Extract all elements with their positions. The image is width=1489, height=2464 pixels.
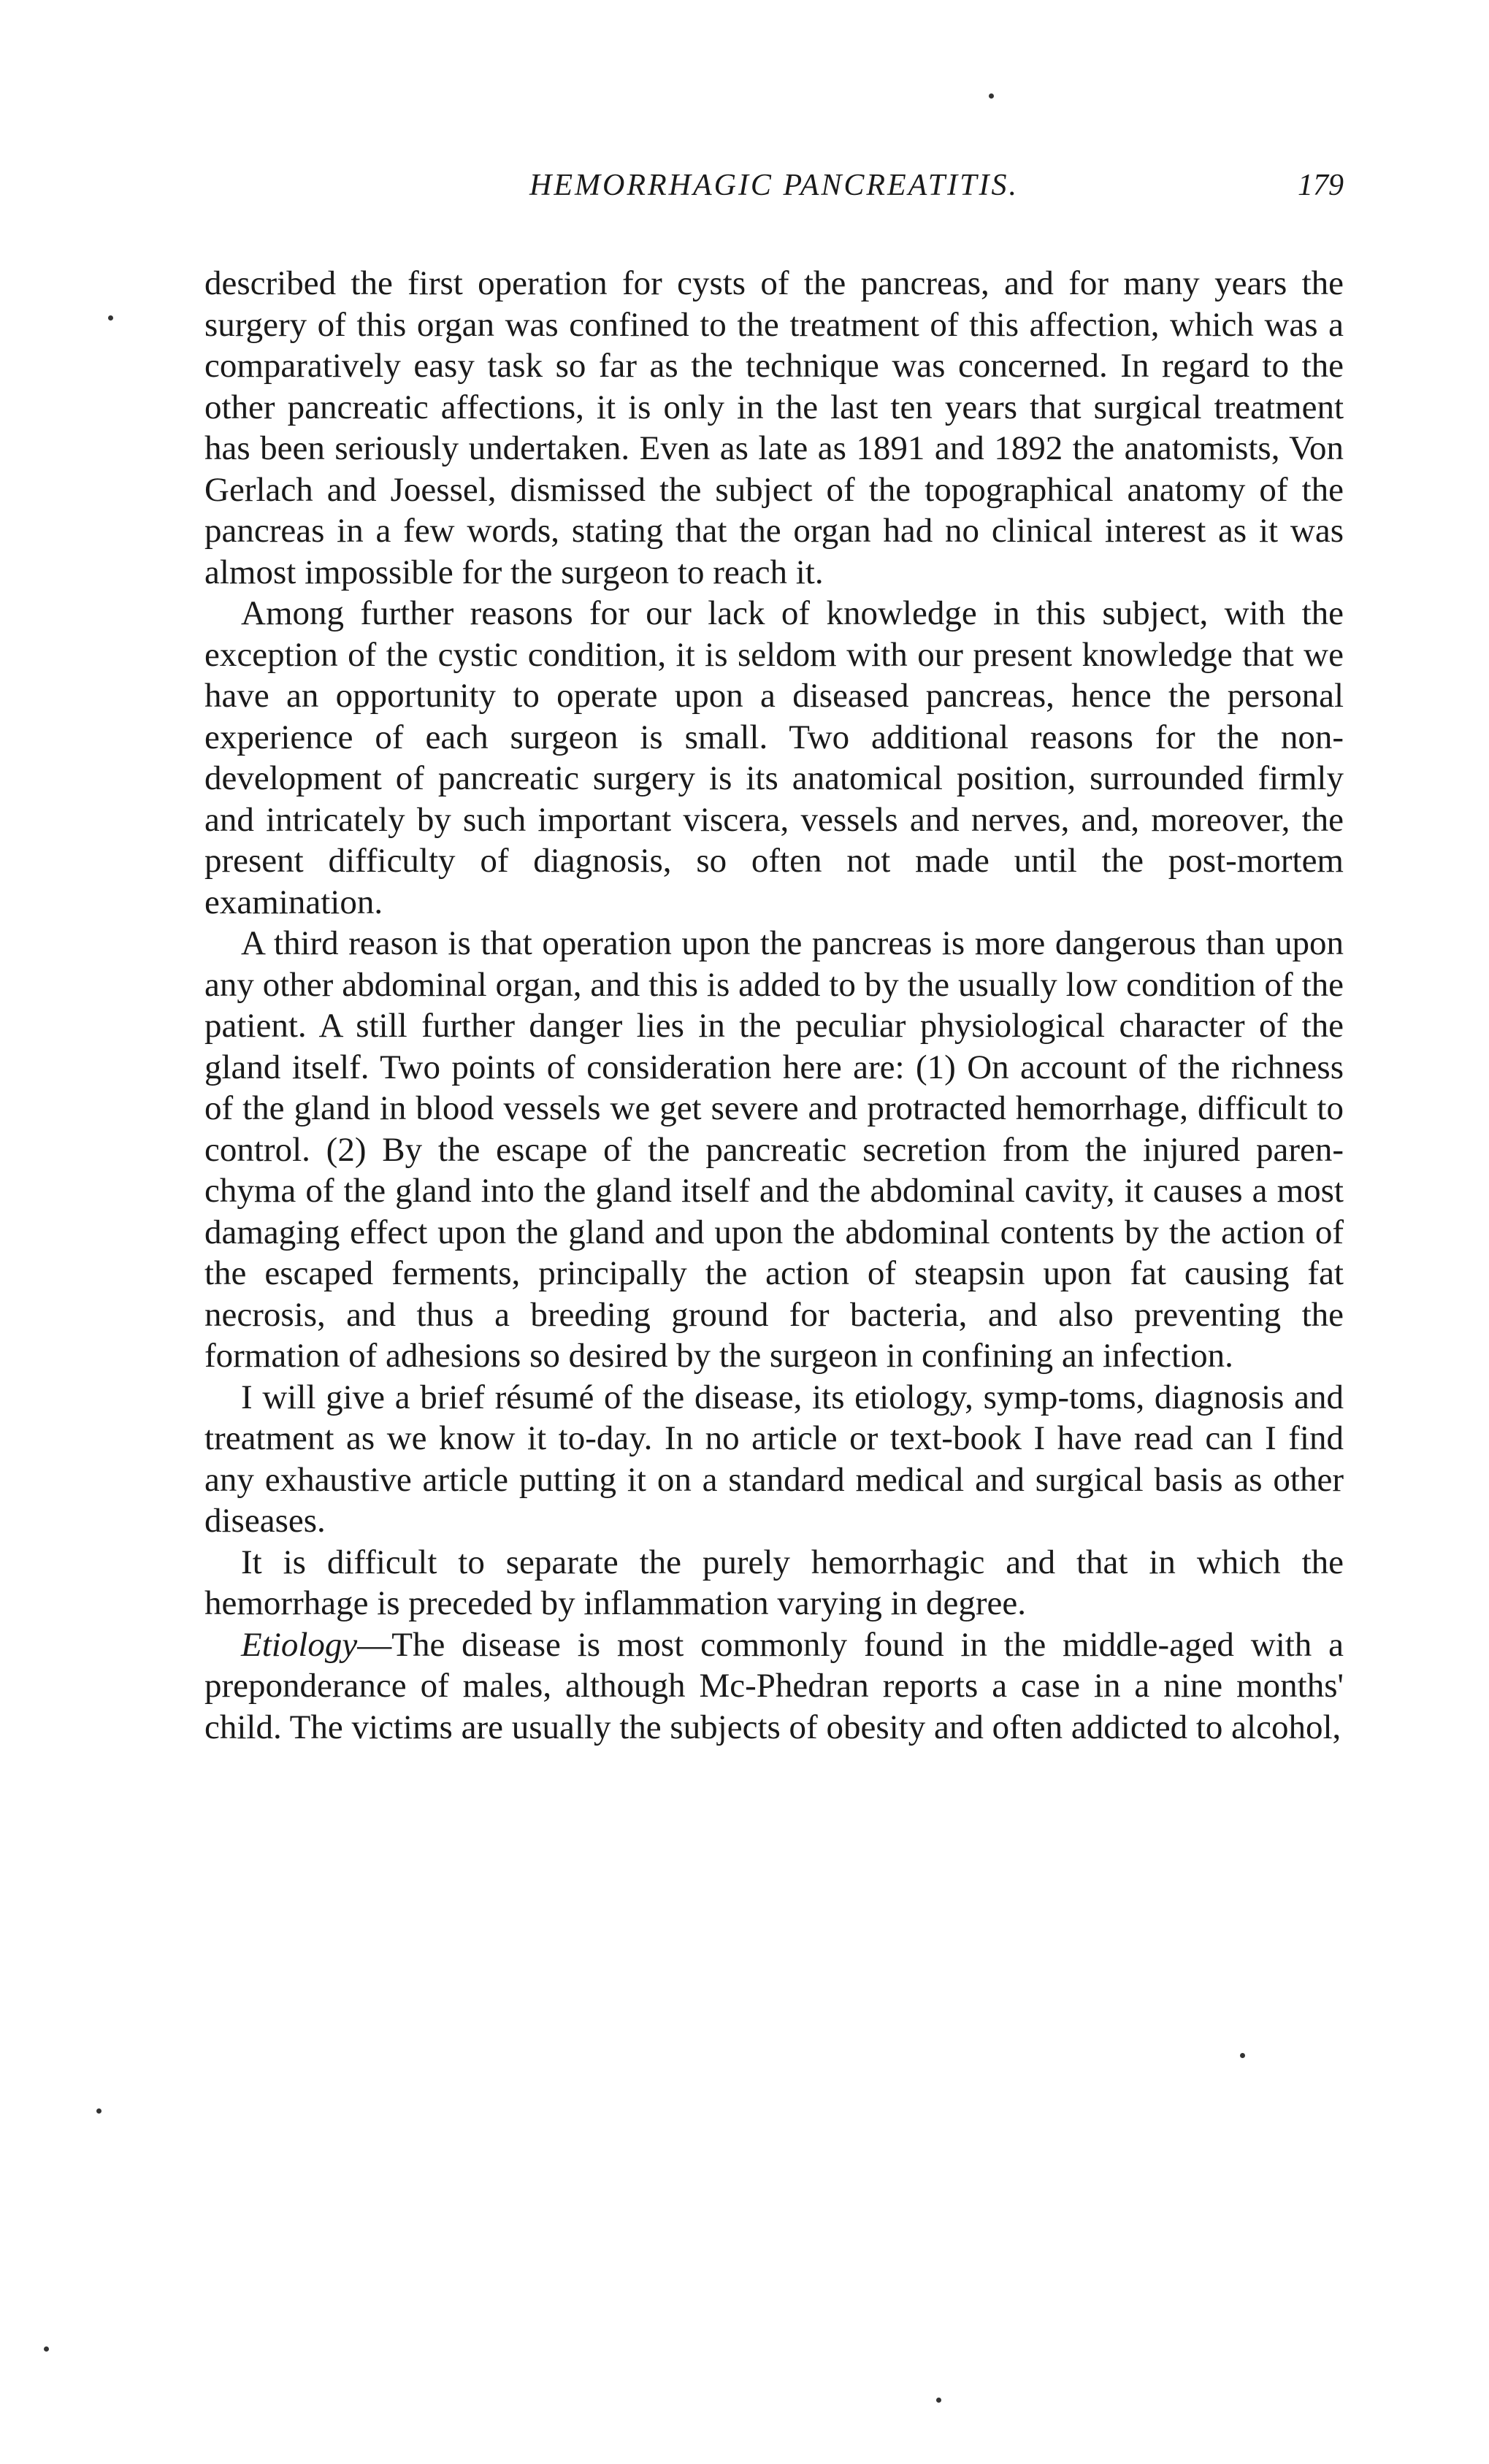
section-lead-etiology: Etiology [241,1625,358,1664]
page-number: 179 [1298,169,1344,202]
scan-speck [936,2398,941,2403]
scan-speck [44,2346,49,2352]
running-head: HEMORRHAGIC PANCREATITIS. [529,169,1019,202]
paragraph: described the first operation for cysts of the pancreas, and for many years the surgery of this organ was confined to the treatment of this affection, which was a comparatively easy task so far as the technique was concerned. In regard to the other pancreatic affections, it is only in the last ten years that surgical treatment has been seriously undertaken. Even as late as 1891 and 1892 the anatomists, Von Gerlach and Joessel, dismissed the subject of the topographical anatomy of the pancreas in a few words, stating that the organ had no clinical interest as it was almost impossible for the surgeon to reach it. [204,264,1344,591]
paragraph: It is difficult to separate the purely hemorrhagic and that in which the hemorrhage is preceded by inflammation varying in degree. [204,1543,1344,1622]
page-header [204,164,1344,207]
scan-speck [1240,2053,1245,2058]
scan-speck [108,315,113,321]
paragraph: A third reason is that operation upon the pancreas is more dangerous than upon any other abdominal organ, and this is added to by the usually low condition of the patient. A still further danger lies in the peculiar physiological character of the gland itself. Two points of consideration here are: (1) On account of the richness of the gland in blood vessels we get severe and protracted hemorrhage, difficult to control. (2) By the escape of the pancreatic secretion from the injured paren-chyma of the gland into the gland itself and the abdominal cavity, it causes a most damaging effect upon the gland and upon the abdominal contents by the action of the escaped ferments, principally the action of steapsin upon fat causing fat necrosis, and thus a breeding ground for bacteria, and also preventing the formation of adhesions so desired by the surgeon in confining an infection. [204,924,1344,1375]
body-text [204,263,1344,1748]
paragraph: Among further reasons for our lack of knowledge in this subject, with the exception of the cystic condition, it is seldom with our present knowledge that we have an opportunity to operate upon a diseased pancreas, hence the personal experience of each surgeon is small. Two additional reasons for the non-development of pancreatic surgery is its anatomical position, surrounded firmly and intricately by such important viscera, vessels and nerves, and, moreover, the present difficulty of diagnosis, so often not made until the post-mortem examination. [204,594,1344,921]
scan-speck [96,2108,102,2114]
paragraph-etiology-text: —The disease is most commonly found in the middle-aged with a preponderance of males, although Mc-Phedran reports a case in a nine months' child. The victims are usually the subjects of obesity and often addicted to alcohol, [204,1625,1344,1746]
scan-speck [989,93,994,99]
paragraph: I will give a brief résumé of the disease, its etiology, symp-toms, diagnosis and treatment as we know it to-day. In no article or text-book I have read can I find any exhaustive article putting it on a standard medical and surgical basis as other diseases. [204,1378,1344,1540]
paragraph-etiology [204,1624,1344,1749]
